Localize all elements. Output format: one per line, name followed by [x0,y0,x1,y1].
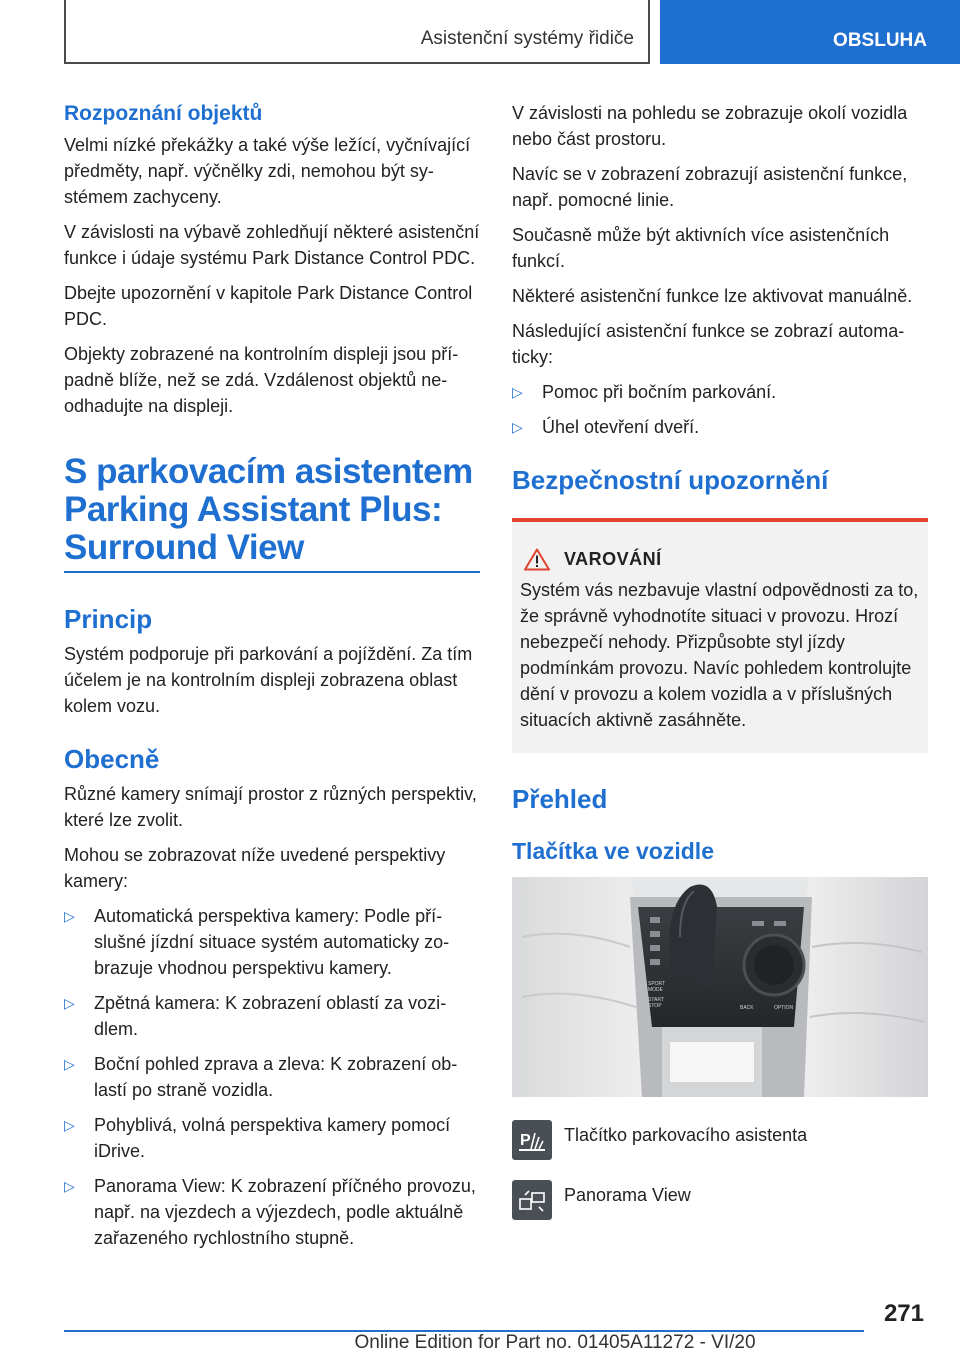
list-item: ▷ Zpětná kamera: K zobrazení oblastí za vozidlem. [64,990,480,1042]
heading-object-detection: Rozpoznání objektů [64,102,263,125]
option-label: OPTION [774,1005,794,1011]
header-section-title: Asistenční systémy řidiče [420,28,634,49]
heading-principle: Princip [64,604,153,634]
panorama-view-icon [512,1180,552,1220]
list-item: ▷ Boční pohled zprava a zleva: K zobrazení oblastí po straně vozidla. [64,1051,480,1103]
paragraph: V závislosti na pohledu se zobrazuje okolí vozidla nebo část prostoru. [512,103,908,149]
footer-edition: Online Edition for Part no. 01405A11272 - VI/20 [354,1332,756,1353]
header-chapter [660,0,960,64]
start-label: START [648,997,664,1003]
heading-safety: Bezpečnostní upozornění [512,465,829,495]
header-section [64,0,650,64]
paragraph: Navíc se v zobrazení zobrazují asistenční funkce, např. pomocné linie. [512,164,908,210]
list-item: ▷ Pohyblivá, volná perspektiva kamery pomocí iDrive. [64,1112,480,1164]
list-item: ▷ Panorama View: K zobrazení příčného provozu, např. na vjezdech a výjezdech, podle aktuálně zařazeného rychlostního stupně. [64,1173,480,1251]
paragraph: Dbejte upozornění v kapitole Park Distance Control PDC. [64,283,473,329]
warning-box [512,518,928,753]
center-console-photo [512,877,928,1097]
paragraph: V závislosti na výbavě zohledňují některé asistenční funkce i údaje systému Park Distance Control PDC. [64,222,480,268]
auto-functions-list [512,379,928,440]
stop-label: STOP [648,1003,662,1009]
mode-label: MODE [648,987,663,993]
triangle-right-icon: ▷ [64,1117,75,1133]
triangle-right-icon: ▷ [512,419,523,435]
svg-text:P: P [520,1132,531,1149]
sport-label: SPORT [648,981,666,987]
warning-triangle-icon [524,548,550,571]
camera-perspective-list [64,903,480,1251]
heading-buttons: Tlačítka ve vozidle [512,838,714,864]
warning-text: Systém vás nezbavuje vlastní odpovědnosti za to, že správně vyhodnotíte situaci v provozu. Hrozí nebezpečí nehody. Přizpůsobte styl jízdy podmínkám provozu. Navíc pohledem kontrolujte dění v provozu a kolem vozidla a v příslušných situacích aktivně zasáhněte. [520,580,919,730]
chapter-title: S parkovacím asistentem Parking Assistant Plus: Surround View [64,452,473,567]
triangle-right-icon: ▷ [64,995,75,1011]
list-item: ▷ Automatická perspektiva kamery: Podle příslušné jízdní situace systém automaticky zobrazuje vhodnou perspektivu kamery. [64,903,480,981]
paragraph: Různé kamery snímají prostor z různých perspektiv, které lze zvolit. [64,784,477,830]
heading-general: Obecně [64,744,160,774]
warning-title: VAROVÁNÍ [564,549,662,569]
title-divider [64,571,480,573]
paragraph: Některé asistenční funkce lze aktivovat manuálně. [512,286,913,306]
header-chapter-title: OBSLUHA [833,30,927,51]
parking-assistant-label: Tlačítko parkovacího asistenta [564,1125,808,1145]
right-column [512,100,928,1240]
triangle-right-icon: ▷ [64,1056,75,1072]
triangle-right-icon: ▷ [64,1178,75,1194]
paragraph: Systém podporuje při parkování a pojíždění. Za tím účelem je na kontrolním displeji zobrazena oblast kolem vozu. [64,644,473,716]
panorama-view-button-row [512,1180,928,1220]
parking-assistant-icon [512,1120,552,1160]
panorama-view-label: Panorama View [564,1185,691,1205]
heading-overview: Přehled [512,784,608,814]
list-item: ▷ Úhel otevření dveří. [512,414,928,440]
warning-header [520,548,920,571]
back-label: BACK [740,1005,754,1011]
paragraph: Současně může být aktivních více asistenčních funkcí. [512,225,890,271]
triangle-right-icon: ▷ [64,908,75,924]
paragraph: Následující asistenční funkce se zobrazí automaticky: [512,321,905,367]
paragraph: Objekty zobrazené na kontrolním displeji jsou případně blíže, než se zdá. Vzdálenost objektů neodhadujte na displeji. [64,344,459,416]
left-column [64,100,480,1260]
paragraph: Velmi nízké překážky a také výše ležící, vyčnívající předměty, např. výčnělky zdi, nemohou být systémem zachyceny. [64,135,471,207]
list-item: ▷ Pomoc při bočním parkování. [512,379,928,405]
page-number: 271 [883,1300,924,1327]
parking-assistant-button-row [512,1120,928,1160]
triangle-right-icon: ▷ [512,384,523,400]
paragraph: Mohou se zobrazovat níže uvedené perspektivy kamery: [64,845,446,891]
